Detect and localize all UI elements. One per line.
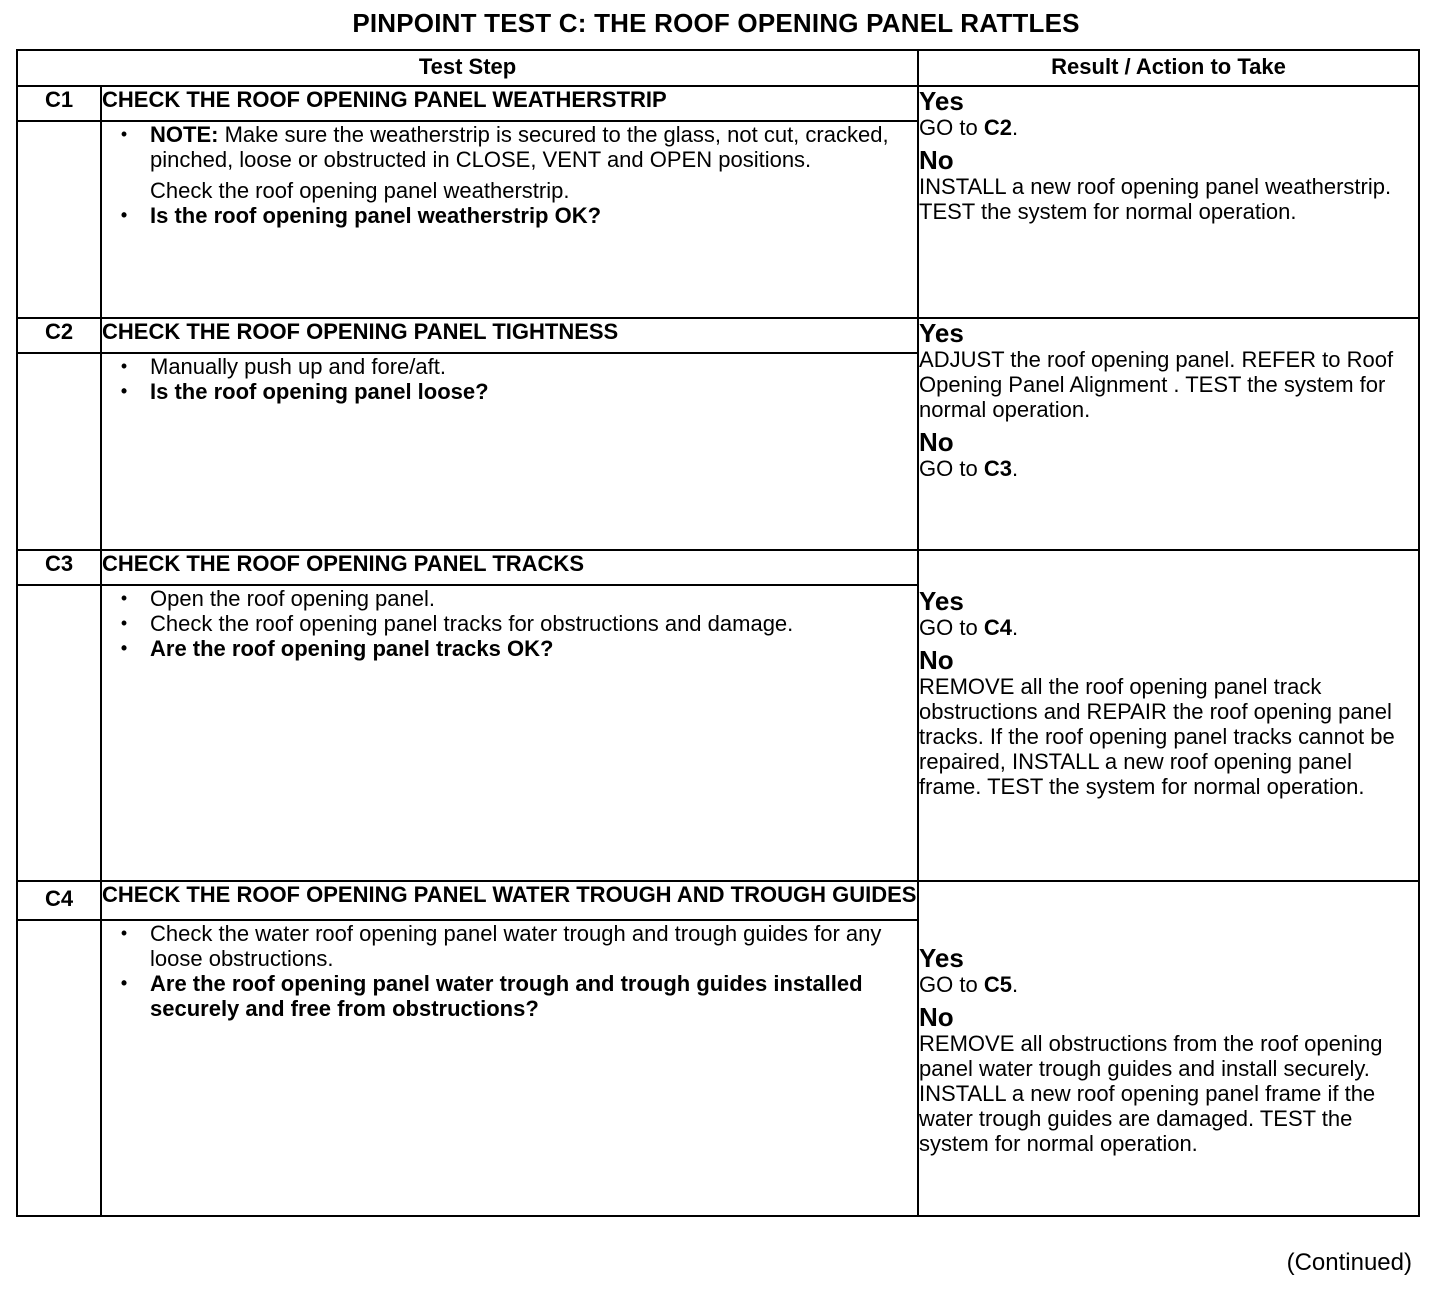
step-c3-title-row [17,550,1419,585]
note-text: Make sure the weatherstrip is secured to the glass, not cut, cracked, pinched, loose or obstructed in CLOSE, VENT and OPEN positions. [150,122,889,172]
list-item: • Open the roof opening panel. [114,586,917,611]
step-c2-result [918,318,1419,550]
step-reference: C5 [983,972,1012,997]
yes-action: GO to C2. [919,115,1019,140]
bullet-icon: • [120,205,128,225]
step-c3-result [918,550,1419,881]
list-item [114,971,917,1021]
list-item [114,636,917,661]
step-question: Are the roof opening panel tracks OK? [150,636,554,661]
step-c1-title-row [17,86,1419,121]
step-reference: C3 [983,456,1012,481]
yes-label: Yes [919,586,964,616]
step-c4-title-row [17,881,1419,920]
no-action: REMOVE all obstructions from the roof opening panel water trough guides and install securely. INSTALL a new roof opening panel frame if the water trough guides are damaged. TEST the system for normal operation. [919,1031,1383,1156]
step-title: CHECK THE ROOF OPENING PANEL WATER TROUGH AND TROUGH GUIDES [101,881,918,920]
list-item [114,379,917,404]
list-item [114,203,917,228]
bullet-icon: • [120,923,128,943]
step-id-spacer [17,585,101,881]
list-item: • Manually push up and fore/aft. [114,354,917,379]
step-id: C4 [17,881,101,920]
bullet-icon: • [120,613,128,633]
step-bullet-list [114,122,917,172]
no-action: INSTALL a new roof opening panel weatherstrip. TEST the system for normal operation. [919,174,1392,224]
step-bullet-list [114,586,917,661]
yes-label: Yes [919,943,964,973]
step-bullet-list [114,921,917,1021]
list-item: • Check the water roof opening panel water trough and trough guides for any loose obstructions. [114,921,917,971]
step-title: CHECK THE ROOF OPENING PANEL TIGHTNESS [101,318,918,353]
step-reference: C4 [983,615,1012,640]
step-question: Is the roof opening panel loose? [150,379,489,404]
note-label: NOTE: [150,122,219,147]
step-id-spacer [17,121,101,318]
no-label: No [919,1002,954,1032]
bullet-icon: • [120,356,128,376]
bullet-icon: • [120,638,128,658]
continued-label: (Continued) [1286,1249,1412,1276]
step-c2-title-row [17,318,1419,353]
table-header-row [17,50,1419,86]
no-label: No [919,645,954,675]
header-test-step: Test Step [17,50,918,86]
header-result-action: Result / Action to Take [918,50,1419,86]
bullet-icon: • [120,124,128,144]
bullet-icon: • [120,381,128,401]
bullet-icon: • [120,973,128,993]
list-item [114,122,917,172]
step-c1-result [918,86,1419,318]
step-id-spacer [17,920,101,1216]
no-label: No [919,427,954,457]
step-title: CHECK THE ROOF OPENING PANEL WEATHERSTRIP [101,86,918,121]
step-title: CHECK THE ROOF OPENING PANEL TRACKS [101,550,918,585]
step-bullet-list [114,354,917,404]
step-id: C3 [17,550,101,585]
step-id: C1 [17,86,101,121]
step-c4-result [918,881,1419,1216]
bullet-icon: • [120,588,128,608]
step-id: C2 [17,318,101,353]
page-title: PINPOINT TEST C: THE ROOF OPENING PANEL RATTLES [352,8,1080,38]
yes-action: ADJUST the roof opening panel. REFER to Roof Opening Panel Alignment . TEST the system for normal operation. [919,347,1394,422]
no-action: GO to C3. [919,456,1019,481]
list-item: • Check the roof opening panel tracks for obstructions and damage. [114,611,917,636]
step-question: Is the roof opening panel weatherstrip OK? [150,203,602,228]
step-question: Are the roof opening panel water trough and trough guides installed securely and free from obstructions? [150,971,863,1021]
step-bullet-list [114,203,917,228]
yes-label: Yes [919,86,964,116]
pinpoint-test-table [16,49,1420,1217]
step-body [101,585,918,881]
yes-action: GO to C5. [919,972,1019,997]
step-body [101,920,918,1216]
step-reference: C2 [983,115,1012,140]
yes-action: GO to C4. [919,615,1019,640]
step-body [101,353,918,550]
no-label: No [919,145,954,175]
no-action: REMOVE all the roof opening panel track obstructions and REPAIR the roof opening panel tracks. If the roof opening panel tracks cannot be repaired, INSTALL a new roof opening panel frame. TEST the system for normal operation. [919,674,1395,799]
step-sub-text: Check the roof opening panel weatherstrip. [150,178,570,203]
step-body [101,121,918,318]
step-id-spacer [17,353,101,550]
yes-label: Yes [919,318,964,348]
